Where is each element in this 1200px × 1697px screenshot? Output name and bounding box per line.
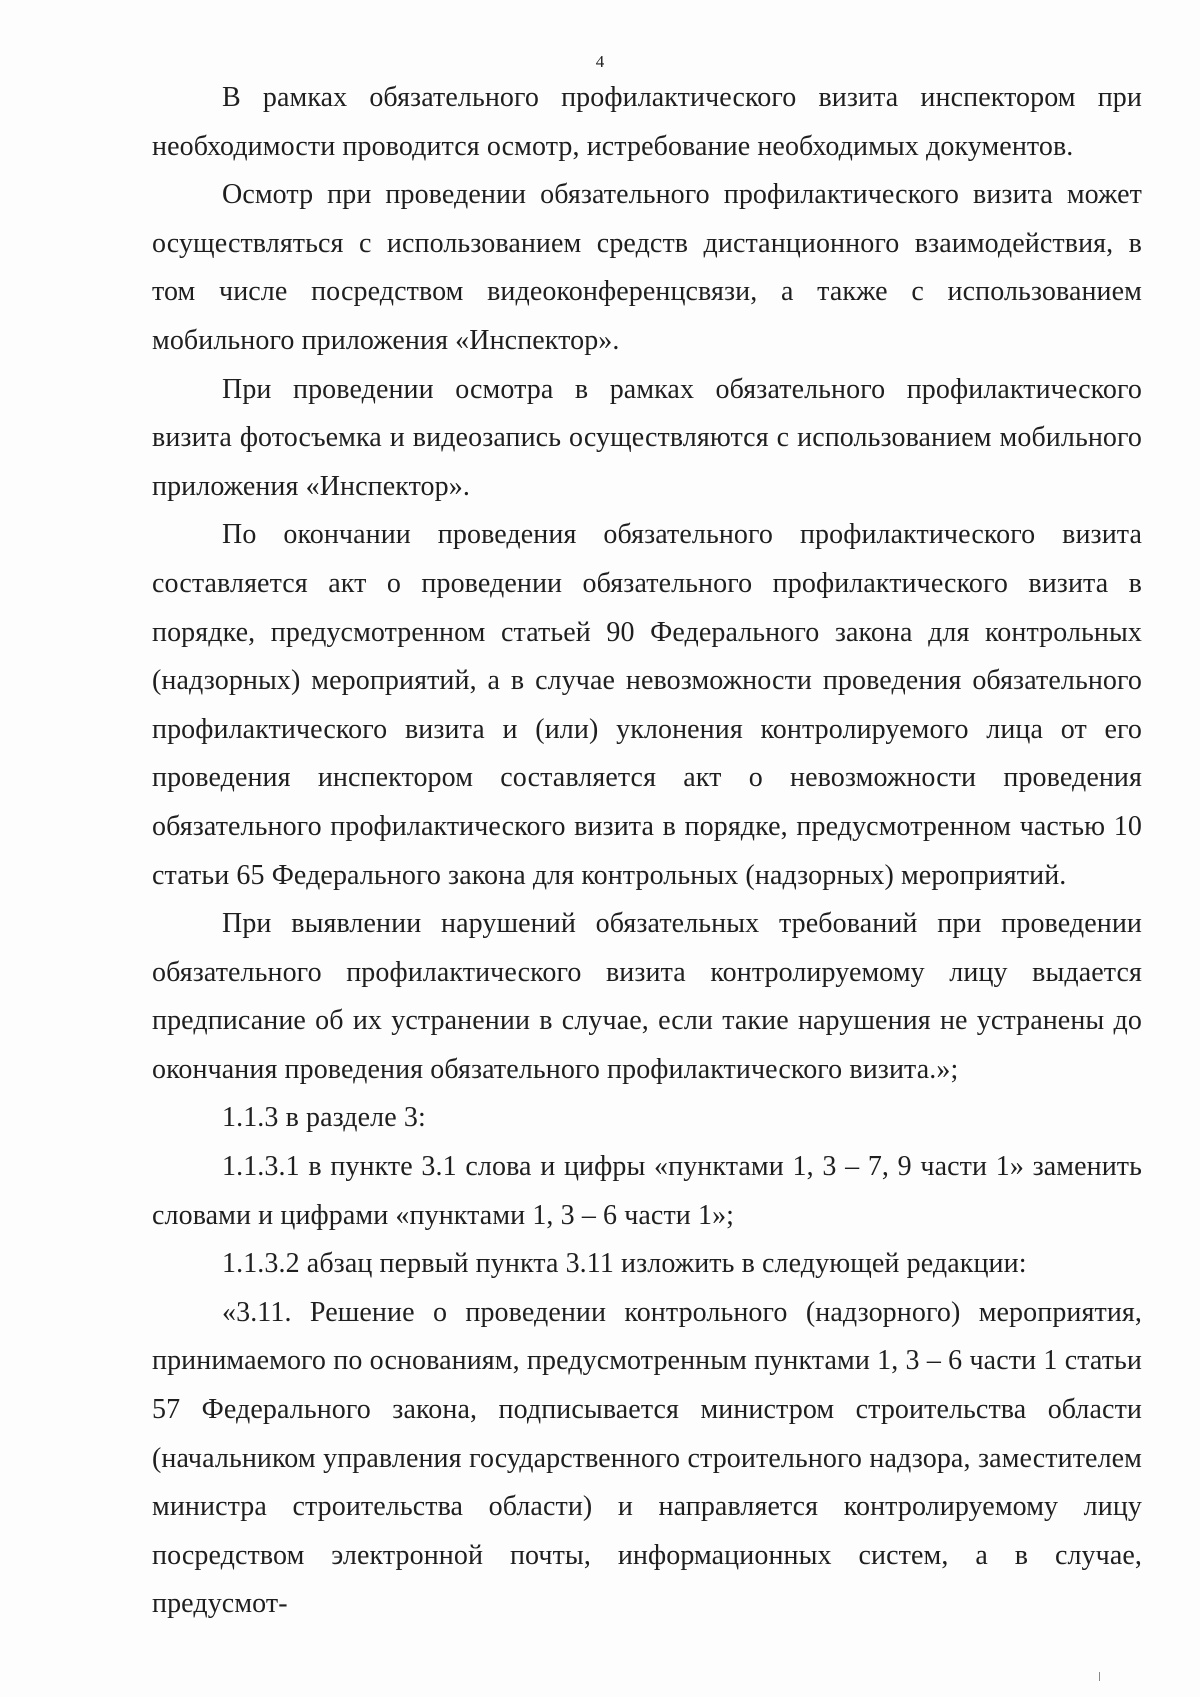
paragraph-decision-3-11: «3.11. Решение о проведении контрольного (надзорного) мероприятия, принимаемого по основаниям, предусмотренным пунктами 1, 3 – 6 части 1 статьи 57 Федерального закона, подписывается министром строительства области (начальником управления государственного строительного надзора, заместителем министра строительства области) и направляется контролируемому лицу посредством электронной почты, информационных систем, а в случае, предусмот- — [152, 1296, 1142, 1620]
paragraph-section-3: 1.1.3 в разделе 3: — [222, 1102, 426, 1134]
page-number: 4 — [595, 52, 605, 71]
paragraph-photo-video: При проведении осмотра в рамках обязательного профилактического визита фотосъемка и видеозапись осуществляются с использованием мобильного приложения «Инспектор». — [152, 373, 1142, 502]
paragraph-item-3-1: 1.1.3.1 в пункте 3.1 слова и цифры «пунктами 1, 3 – 7, 9 части 1» заменить словами и цифрами «пунктами 1, 3 – 6 части 1»; — [152, 1151, 1142, 1231]
scan-mark — [1099, 1672, 1100, 1681]
paragraph-remote-inspection: Осмотр при проведении обязательного профилактического визита может осуществляться с использованием средств дистанционного взаимодействия, в том числе посредством видеоконференцсвязи, а также с использованием мобильного приложения «Инспектор». — [152, 179, 1142, 356]
document-body — [152, 74, 1142, 1629]
paragraph-visit-act: По окончании проведения обязательного профилактического визита составляется акт о проведении обязательного профилактического визита в порядке, предусмотренном статьей 90 Федерального закона для контрольных (надзорных) мероприятий, а в случае невозможности проведения обязательного профилактического визита и (или) уклонения контролируемого лица от его проведения инспектором составляется акт о невозможности проведения обязательного профилактического визита в порядке, предусмотренном частью 10 статьи 65 Федерального закона для контрольных (надзорных) мероприятий. — [152, 519, 1142, 891]
paragraph-violations-order: При выявлении нарушений обязательных требований при проведении обязательного профилактического визита контролируемому лицу выдается предписание об их устранении в случае, если такие нарушения не устранены до окончания проведения обязательного профилактического визита.»; — [152, 908, 1142, 1085]
paragraph-visit-inspection: В рамках обязательного профилактического визита инспектором при необходимости проводится осмотр, истребование необходимых документов. — [152, 82, 1142, 162]
paragraph-item-3-11: 1.1.3.2 абзац первый пункта 3.11 изложить в следующей редакции: — [222, 1248, 1027, 1280]
